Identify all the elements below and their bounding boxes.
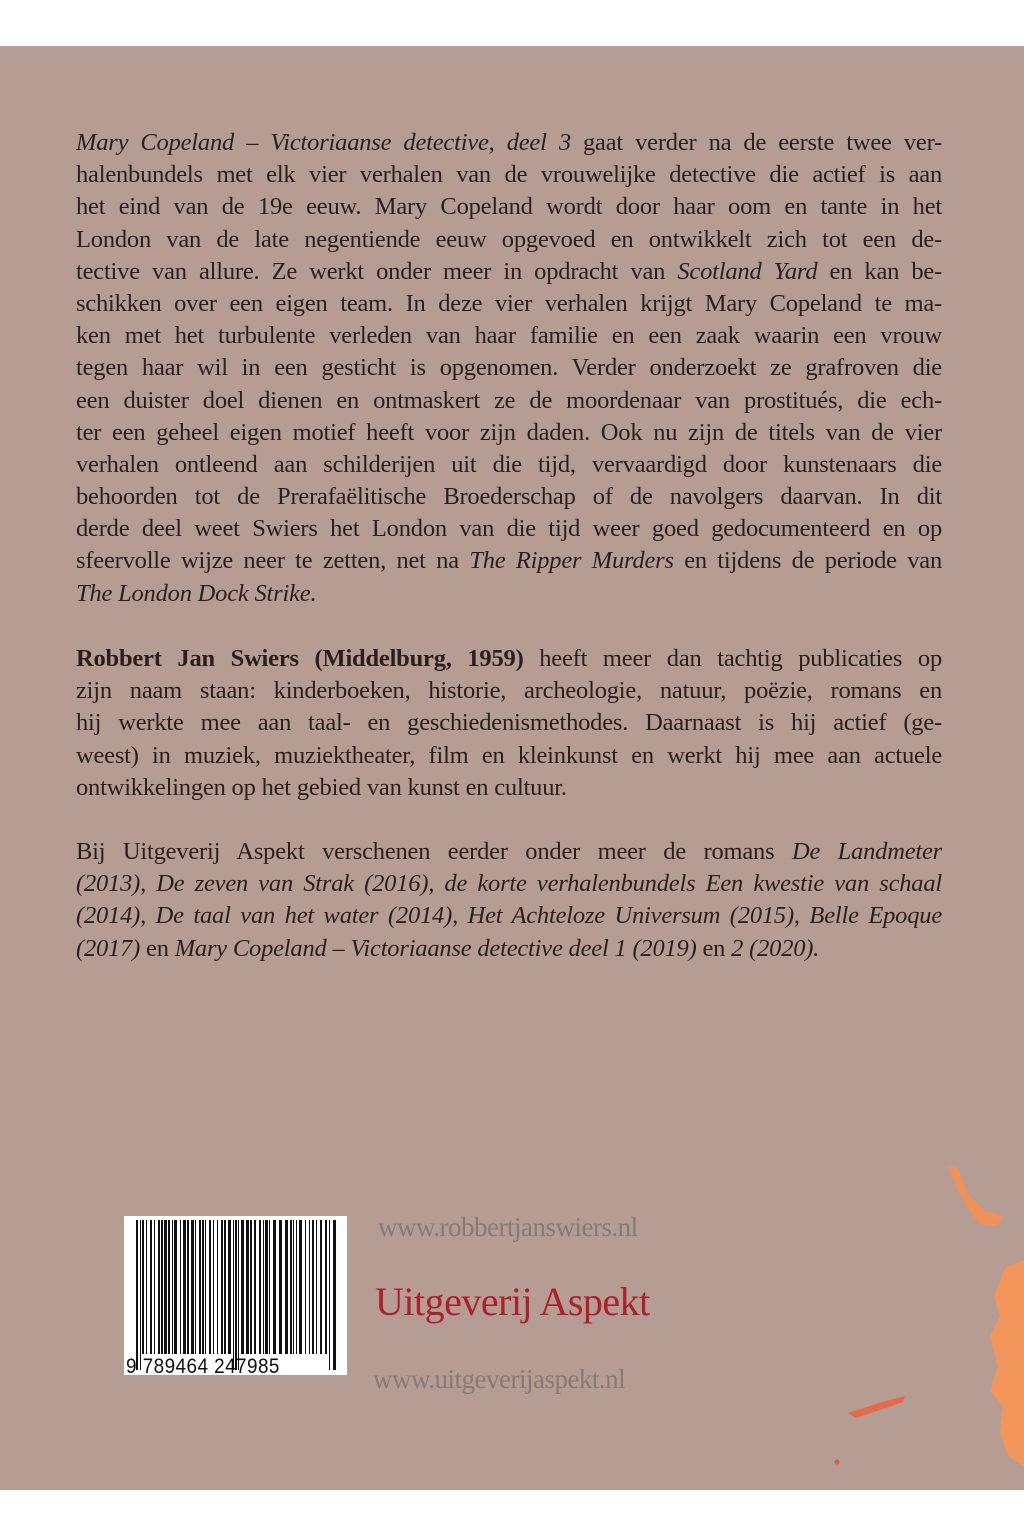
text-segment: gaat verder na de eerste twee ver- xyxy=(570,129,942,156)
text-segment: verhalen ontleend aan schilderijen uit die tijd, vervaardigd door kunstenaars die xyxy=(76,450,942,478)
barcode-bar xyxy=(241,1220,244,1354)
barcode-bar xyxy=(180,1220,181,1354)
text-segment: halenbundels met elk vier verhalen van de vrouwelijke detective die actief is aan xyxy=(76,161,942,189)
publisher-name: Uitgeverij Aspekt xyxy=(375,1279,650,1324)
previous-works-paragraph xyxy=(76,836,942,965)
text-line xyxy=(76,836,942,868)
text-line xyxy=(76,868,942,900)
barcode-bar xyxy=(158,1220,160,1354)
text-line xyxy=(76,417,942,449)
text-line xyxy=(76,224,942,256)
barcode-bar xyxy=(142,1220,144,1354)
text-line xyxy=(76,288,942,320)
text-segment: schikken over een eigen team. In deze vier verhalen krijgt Mary Copeland te ma- xyxy=(76,289,942,317)
barcode-bar xyxy=(265,1220,268,1354)
text-segment: sfeervolle wijze neer te zetten, net na xyxy=(76,547,470,575)
publisher-website-link[interactable]: www.uitgeverijaspekt.nl xyxy=(373,1364,626,1394)
barcode-bar xyxy=(183,1220,186,1354)
text-segment: behoorden tot de Prerafaëlitische Broederschap of de navolgers daarvan. In dit xyxy=(76,483,942,511)
barcode-bar xyxy=(273,1220,276,1354)
barcode-bar xyxy=(164,1220,167,1354)
text-line xyxy=(76,707,942,739)
italic-text: Mary Copeland – Victoriaanse detective deel 1 (2019) xyxy=(174,934,697,962)
barcode-bar xyxy=(202,1220,204,1354)
text-line xyxy=(76,675,942,707)
text-line xyxy=(76,352,942,384)
text-line xyxy=(76,256,942,288)
barcode-bar xyxy=(259,1220,261,1354)
barcode-bar xyxy=(279,1220,282,1354)
text-segment: ken met het turbulente verleden van haar familie en een zaak waarin een vrouw xyxy=(76,322,942,350)
author-website-link[interactable]: www.robbertjanswiers.nl xyxy=(378,1212,638,1242)
text-segment: ontwikkelingen op het gebied van kunst en cultuur. xyxy=(76,773,567,801)
barcode-bar xyxy=(136,1220,138,1370)
barcode-bar xyxy=(238,1220,239,1370)
barcode-bar xyxy=(209,1220,211,1354)
text-segment: tegen haar wil in een gesticht is opgenomen. Verder onderzoekt ze grafroven die xyxy=(76,354,942,382)
barcode-bar xyxy=(213,1220,214,1354)
italic-text: (2013), De zeven van Strak (2016), de korte verhalenbundels Een kwestie van schaal xyxy=(76,870,942,898)
barcode-bar xyxy=(320,1220,322,1354)
barcode-bar xyxy=(150,1220,152,1354)
text-segment: zijn naam staan: kinderboeken, historie, archeologie, natuur, poëzie, romans en xyxy=(76,677,942,705)
barcode-bar xyxy=(250,1220,252,1354)
text-line xyxy=(76,643,942,675)
barcode-bar xyxy=(235,1220,237,1370)
barcode-bar xyxy=(217,1220,218,1354)
text-line xyxy=(76,578,942,610)
barcode-bar xyxy=(191,1220,194,1354)
barcode-bar xyxy=(309,1220,310,1354)
text-line xyxy=(76,191,942,223)
text-line xyxy=(76,449,942,481)
text-segment: Bij Uitgeverij Aspekt verschenen eerder onder meer de romans xyxy=(76,838,792,865)
text-segment: en xyxy=(140,934,175,962)
author-bio-paragraph xyxy=(76,643,942,804)
barcode-bar xyxy=(140,1220,141,1370)
text-segment: weest) in muziek, muziektheater, film en kleinkunst en werkt hij mee aan actuele xyxy=(76,741,942,769)
italic-text: (2017) xyxy=(76,934,141,962)
text-line xyxy=(76,127,942,159)
text-segment: en kan be- xyxy=(817,257,943,285)
text-line xyxy=(76,740,942,772)
text-segment: London van de late negentiende eeuw opgevoed en ontwikkelt zich tot een de- xyxy=(76,225,942,253)
barcode-bar xyxy=(233,1220,234,1370)
text-segment: en xyxy=(696,934,732,962)
text-line xyxy=(76,513,942,545)
barcode-bar xyxy=(299,1220,302,1354)
barcode-bars xyxy=(124,1216,347,1375)
barcode-bar xyxy=(174,1220,177,1354)
italic-text: Scotland Yard xyxy=(677,257,818,285)
barcode-bar xyxy=(290,1220,292,1354)
barcode-bar xyxy=(205,1220,206,1354)
barcode-bar xyxy=(254,1220,256,1354)
isbn-barcode xyxy=(124,1216,347,1378)
barcode-bar xyxy=(161,1220,163,1354)
text-line xyxy=(76,772,942,804)
barcode-bar xyxy=(221,1220,223,1354)
italic-text: (2014), De taal van het water (2014), Het Achteloze Universum (2015), Belle Epoque xyxy=(76,902,942,930)
text-line xyxy=(76,159,942,191)
text-line xyxy=(76,385,942,417)
text-line xyxy=(76,320,942,352)
barcode-bar xyxy=(172,1220,173,1354)
barcode-bar xyxy=(316,1220,317,1354)
barcode-bar xyxy=(329,1220,330,1370)
text-segment: tective van allure. Ze werkt onder meer in opdracht van xyxy=(76,257,678,285)
barcode-bar xyxy=(333,1220,336,1370)
bold-text: Robbert Jan Swiers (Middelburg, 1959) xyxy=(76,645,524,672)
text-segment: heeft meer dan tachtig publicaties op xyxy=(523,645,942,672)
italic-text: The London Dock Strike. xyxy=(76,579,317,607)
barcode-bar xyxy=(263,1220,264,1354)
barcode-bar xyxy=(296,1220,297,1354)
text-line xyxy=(76,900,942,932)
italic-text: Mary Copeland – Victoriaanse detective, deel 3 xyxy=(76,129,571,156)
italic-text: 2 (2020). xyxy=(731,934,820,962)
barcode-bar xyxy=(312,1220,314,1354)
barcode-bar xyxy=(246,1220,249,1354)
barcode-bar xyxy=(146,1220,147,1354)
barcode-bar xyxy=(187,1220,189,1354)
isbn-number: 9 789464 247985 xyxy=(126,1355,280,1378)
book-description-paragraph xyxy=(76,127,942,610)
barcode-bar xyxy=(325,1220,327,1354)
text-segment: en tijdens de periode van xyxy=(673,547,942,575)
italic-text: De Landmeter xyxy=(791,838,942,865)
text-segment: een duister doel dienen en ontmaskert ze de moordenaar van prostitués, die ech- xyxy=(76,386,942,414)
barcode-bar xyxy=(228,1220,231,1354)
barcode-bar xyxy=(269,1220,270,1354)
barcode-bar xyxy=(285,1220,288,1354)
text-segment: het eind van de 19e eeuw. Mary Copeland wordt door haar oom en tante in het xyxy=(76,193,942,221)
barcode-bar xyxy=(154,1220,155,1354)
text-line xyxy=(76,545,942,577)
text-segment: hij werkte mee aan taal- en geschiedenismethodes. Daarnaast is hij actief (ge- xyxy=(76,709,942,737)
text-line xyxy=(76,933,942,965)
barcode-bar xyxy=(168,1220,170,1354)
barcode-bar xyxy=(195,1220,196,1354)
barcode-bar xyxy=(305,1220,306,1354)
barcode-bar xyxy=(293,1220,294,1354)
italic-text: The Ripper Murders xyxy=(469,547,674,575)
barcode-bar xyxy=(224,1220,226,1354)
barcode-bar xyxy=(199,1220,201,1354)
text-segment: ter een geheel eigen motief heeft voor zijn daden. Ook nu zijn de titels van de vier xyxy=(76,418,942,446)
text-line xyxy=(76,481,942,513)
text-segment: derde deel weet Swiers het London van die tijd weer goed gedocumenteerd en op xyxy=(76,515,942,543)
